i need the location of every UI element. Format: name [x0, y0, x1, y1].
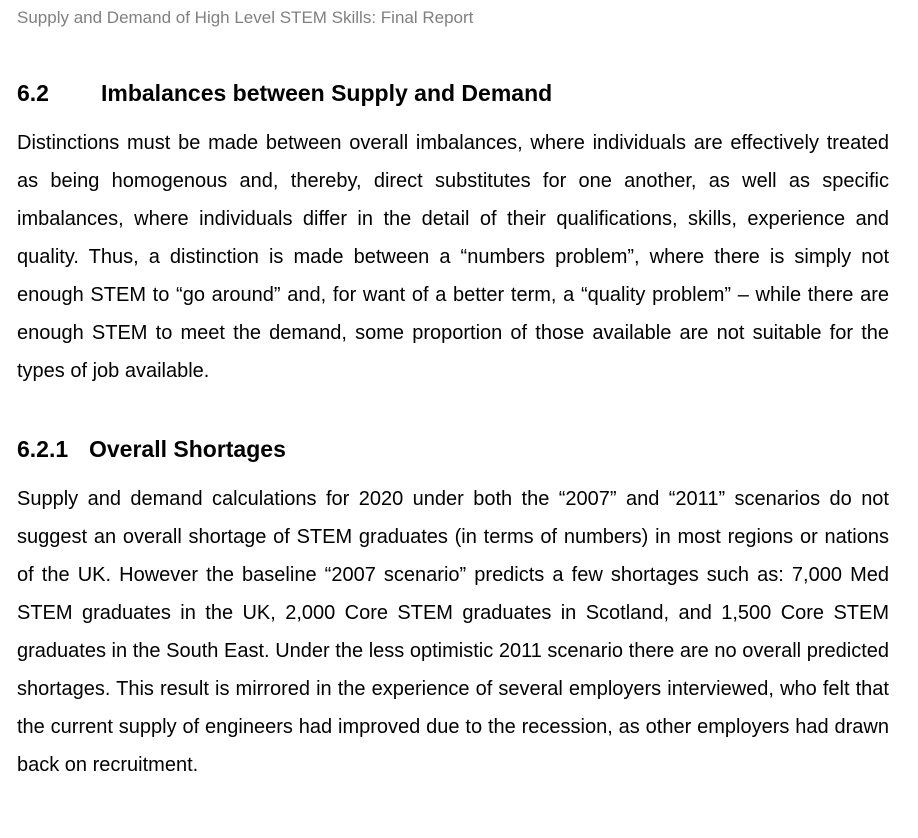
section-heading-6-2-1 [17, 436, 286, 463]
running-header: Supply and Demand of High Level STEM Skills: Final Report [17, 8, 474, 27]
section-heading-6-2 [17, 80, 552, 107]
subsection-title: Overall Shortages [89, 436, 286, 462]
subsection-number: 6.2.1 [17, 436, 69, 462]
section-6-2-paragraph: Distinctions must be made between overall imbalances, where individuals are effectively treated as being homogenous and, thereby, direct substitutes for one another, as well as specific imbalances, where individuals differ in the detail of their qualifications, skills, experience and quality. Thus, a distinction is made between a “numbers problem”, where there is simply not enough STEM to “go around” and, for want of a better term, a “quality problem” – while there are enough STEM to meet the demand, some proportion of those available are not suitable for the types of job available. [17, 132, 889, 382]
section-number: 6.2 [17, 80, 49, 106]
section-6-2-1-paragraph: Supply and demand calculations for 2020 under both the “2007” and “2011” scenarios do not suggest an overall shortage of STEM graduates (in terms of numbers) in most regions or nations of the UK. However the baseline “2007 scenario” predicts a few shortages such as: 7,000 Med STEM graduates in the UK, 2,000 Core STEM graduates in Scotland, and 1,500 Core STEM graduates in the South East. Under the less optimistic 2011 scenario there are no overall predicted shortages. This result is mirrored in the experience of several employers interviewed, who felt that the current supply of engineers had improved due to the recession, as other employers had drawn back on recruitment. [17, 488, 889, 776]
section-title: Imbalances between Supply and Demand [101, 80, 553, 106]
